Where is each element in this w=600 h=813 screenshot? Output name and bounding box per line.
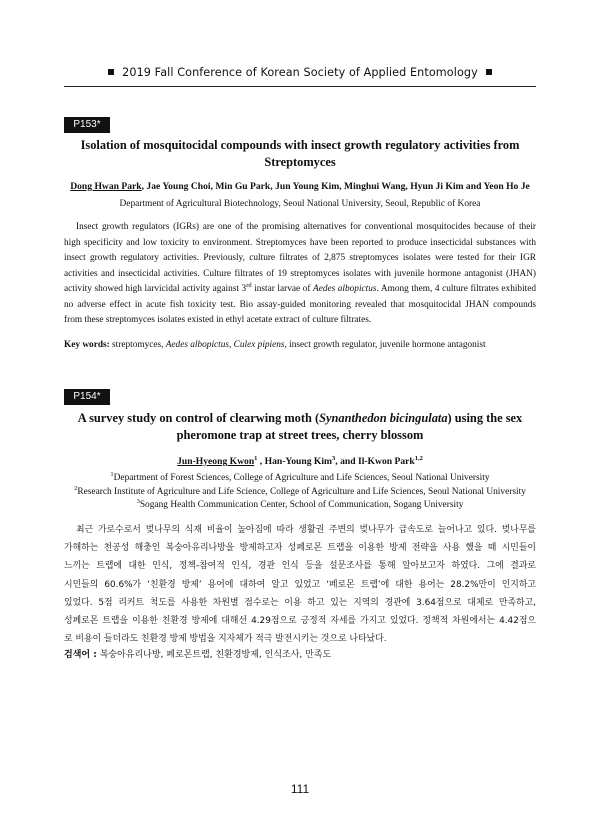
- poster-badge-p154: P154*: [64, 389, 110, 405]
- square-bullet-icon: [108, 69, 114, 75]
- presenting-author: Dong Hwan Park: [70, 181, 142, 192]
- running-header: [64, 66, 536, 79]
- p154-title: A survey study on control of clearwing moth (Synanthedon bicingulata) using the sex pheromone trap at street trees, cherry blossom: [77, 411, 523, 442]
- presenting-author: Jun-Hyeong Kwon: [177, 456, 255, 467]
- p154-keywords: 검색어 : 복숭아유리나방, 페로몬트랩, 친환경방제, 인식조사, 만족도: [64, 650, 332, 660]
- p153-abstract: Insect growth regulators (IGRs) are one of the promising alternatives for conventional mosquitocides because of their high specificity and low toxicity to environment. Streptomyces have been reported to produce insecticidal substances with insect growth regulatory activities. Previously, culture filtrates of 2,875 streptomyces isolates were tested for their IGR activities and insecticidal activities. Culture filtrates of 19 streptomyces isolates with juvenile hormone antagonist (JHAN) activity showed high larvicidal activity against 3rd instar larvae of Aedes albopictus. Among them, 4 culture filtrates exhibited no adverse effect in acute fish toxicity test. Bio assay-guided monitoring revealed that mosquitocidal JHAN compounds from these streptomyces isolates existed in ethyl acetate extract of culture filtrates.: [64, 222, 536, 325]
- p153-affiliation: Department of Agricultural Biotechnology, Seoul National University, Seoul, Republic of Korea: [119, 199, 481, 209]
- p153-keywords: Key words: streptomyces, Aedes albopictus, Culex pipiens, insect growth regulator, juvenile hormone antagonist: [64, 340, 486, 350]
- p154-abstract: 최근 가로수로서 벚나무의 식재 비율이 높아짐에 따라 생활권 주변의 벚나무가 급속도로 늘어나고 있다. 벚나무를 가해하는 천공성 해충인 복숭아유리나방을 방제하고자 성페로몬 트랩을 이용한 방제 전략을 사용 했을 때 시민들이 느끼는 트랩에 대한 인식, 정책-참여적 인식, 경관 인식 등을 설문조사를 통해 알아보고자 하였다. 그에 결과로 시민들의 60.6%가 ‘친환경 방제’ 용어에 대하여 알고 있었고 ‘페로몬 트랩’에 대한 용어는 28.2%만이 인지하고 있었다. 5점 리커트 척도를 사용한 차원별 점수로는 이용 하고 있는 지역의 경관에 3.64점으로 대체로 만족하고, 성페로몬 트랩을 이용한 친환경 방제에 대해선 4.29점으로 긍정적 자세를 가지고 있었다. 정책적 차원에서는 4.42점으 로 비용이 들더라도 친환경 방제 방법을 지자체가 적극 발전시키는 것으로 나타났다.: [64, 525, 536, 645]
- header-rule: [64, 86, 536, 87]
- p154-affiliations: $^1$Department of Forest Sciences, College of Agriculture and Life Sciences, Seoul National University $^2$Research Institute of Agriculture and Life Science, College of Agriculture and Life Sciences, Seoul National University $^3$Sogang Health Communication Center, School of Communication, Sogang University: [74, 471, 526, 510]
- poster-badge-p153: P153*: [64, 117, 110, 133]
- p154-authors: Jun-Hyeong Kwon$^1$ , Han-Young Kim$^3$, and Il-Kwon Park$^{1,2}$: [177, 455, 423, 467]
- square-bullet-icon: [486, 69, 492, 75]
- p153-authors: Dong Hwan Park, Jae Young Choi, Min Gu Park, Jun Young Kim, Minghui Wang, Hyun Ji Kim and Yeon Ho Je: [70, 181, 530, 192]
- header-title: 2019 Fall Conference of Korean Society of Applied Entomology: [122, 66, 478, 79]
- p153-title: Isolation of mosquitocidal compounds with insect growth regulatory activities from Streptomyces: [80, 138, 520, 169]
- page-number: 111: [290, 782, 310, 796]
